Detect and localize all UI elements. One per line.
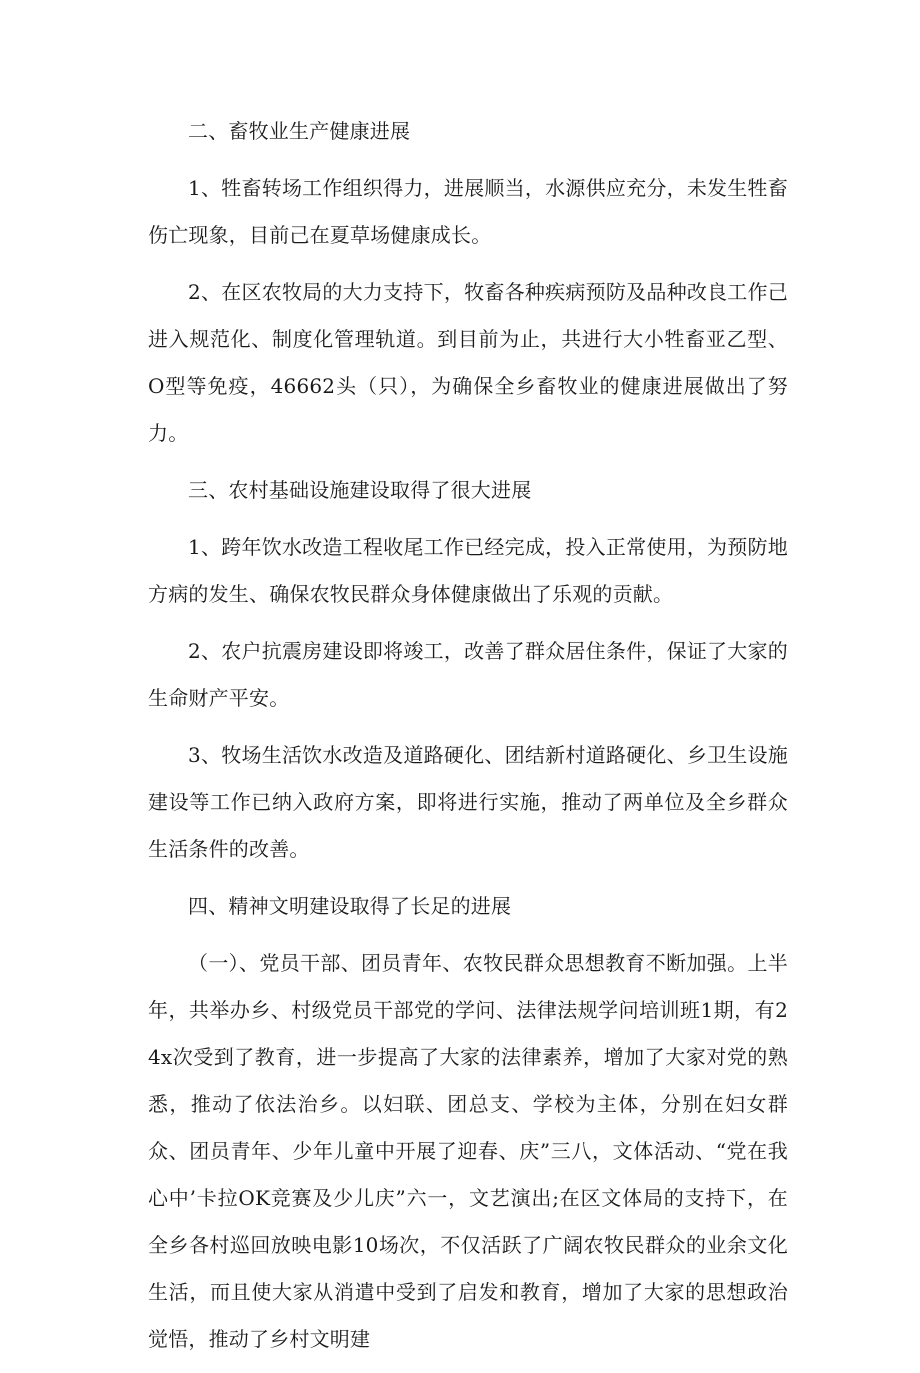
paragraph-ideological-education: （一）、党员干部、团员青年、农牧民群众思想教育不断加强。上半年，共举办乡、村级党员干部党的学问、法律法规学问培训班1期，有24x次受到了教育，进一步提高了大家的法律素养，增加了大家对党的熟悉，推动了依法治乡。以妇联、团总支、学校为主体，分别在妇女群众、团员青年、少年儿童中开展了迎春、庆”三八，文体活动、“党在我心中’卡拉OK竞赛及少儿庆”六一，文艺演出;在区文体局的支持下，在全乡各村巡回放映电影10场次，不仅活跃了广阔农牧民群众的业余文化生活，而且使大家从消遣中受到了启发和教育，增加了大家的思想政治觉悟，推动了乡村文明建 bbox=[148, 951, 788, 1351]
paragraph-earthquake-housing: 2、农户抗震房建设即将竣工，改善了群众居住条件，保证了大家的生命财产平安。 bbox=[148, 639, 788, 710]
paragraph-livestock-disease-prevention: 2、在区农牧局的大力支持下，牧畜各种疾病预防及品种改良工作己进入规范化、制度化管理轨道。到目前为止，共进行大小牲畜亚乙型、O型等免疫，46662头（只），为确保全乡畜牧业的健康进展做出了努力。 bbox=[148, 280, 788, 445]
document-body bbox=[148, 108, 788, 1373]
section-heading-civilization: 四、精神文明建设取得了长足的进展 bbox=[188, 894, 512, 918]
paragraph-livestock-transfer: 1、牲畜转场工作组织得力，进展顺当，水源供应充分，未发生牲畜伤亡现象，目前己在夏草场健康成长。 bbox=[148, 176, 788, 247]
paragraph-drinking-water: 1、跨年饮水改造工程收尾工作已经完成，投入正常使用，为预防地方病的发生、确保农牧民群众身体健康做出了乐观的贡献。 bbox=[148, 535, 788, 606]
section-heading-infrastructure: 三、农村基础设施建设取得了很大进展 bbox=[188, 478, 532, 502]
paragraph-road-hardening: 3、牧场生活饮水改造及道路硬化、团结新村道路硬化、乡卫生设施建设等工作已纳入政府方案，即将进行实施，推动了两单位及全乡群众生活条件的改善。 bbox=[148, 743, 788, 861]
section-heading-livestock: 二、畜牧业生产健康进展 bbox=[188, 119, 411, 143]
